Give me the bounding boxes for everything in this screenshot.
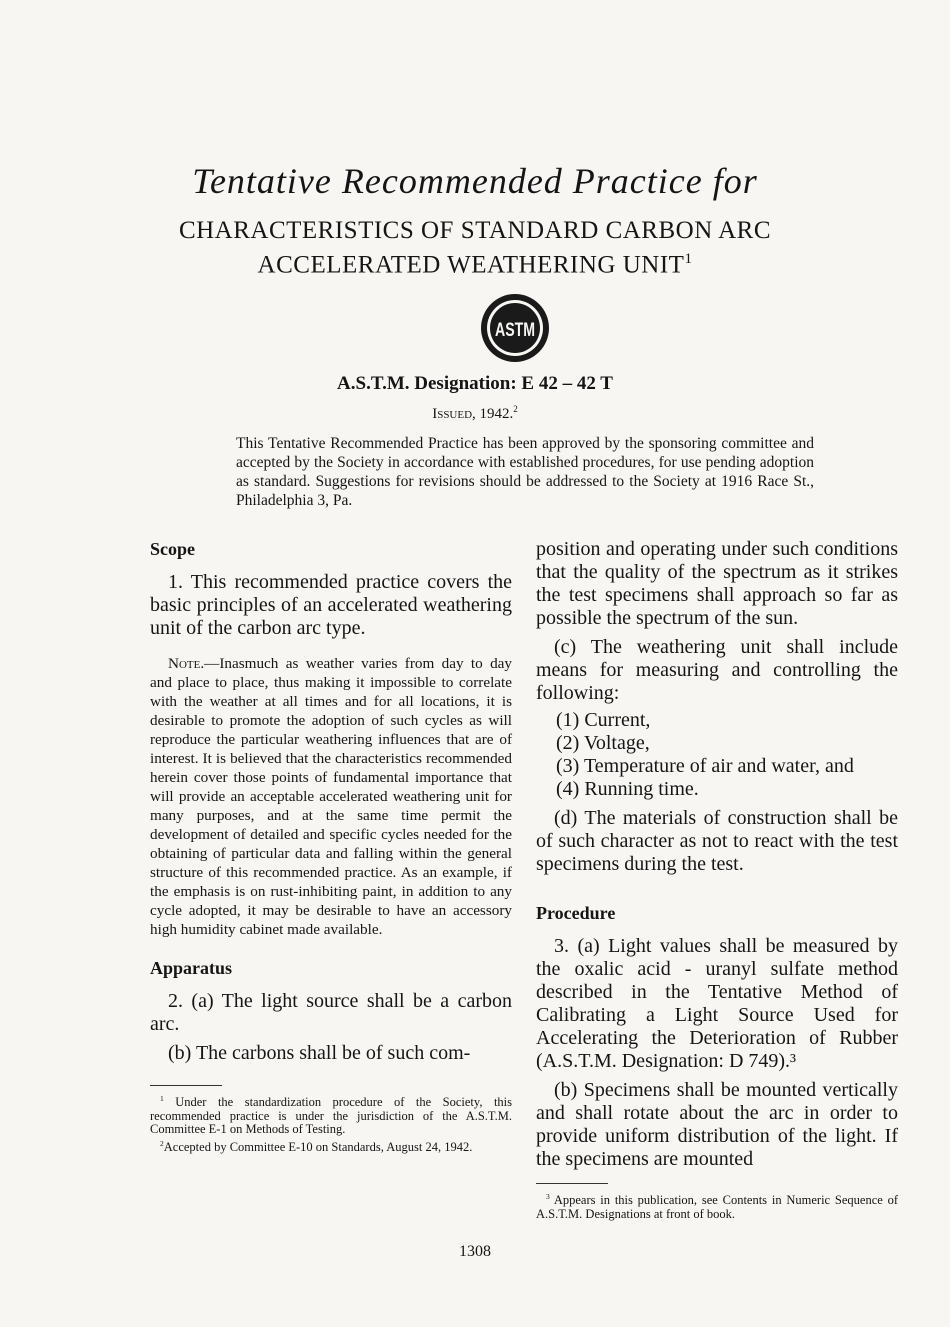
title-line-2: ACCELERATED WEATHERING UNIT$^1$ (257, 251, 693, 279)
apparatus-heading: Apparatus (150, 958, 233, 978)
footnote-ref-1: 1 (684, 251, 693, 267)
footnote-rule (150, 1085, 222, 1086)
paragraph-3a: 3. (a) Light values shall be measured by the oxalic acid - uranyl sulfate method described in the Tentative Method of Calibrating a Light Source Used for Accelerating the Deterioration of Rubber (A.S.T.M. Designation: D 749).³ (536, 935, 898, 1072)
measurement-list (536, 709, 898, 801)
issued-line: Issued, 1942.$^2$ (432, 404, 518, 422)
intro-paragraph: This Tentative Recommended Practice has been approved by the sponsoring committee and accepted by the Society in accordance with established procedures, for use pending adoption as standard. Suggestions for revisions should be addressed to the Society at 1916 Race St., Philadelphia 3, Pa. (236, 435, 814, 509)
footnote-3: $^3$ Appears in this publication, see Contents in Numeric Sequence of A.S.T.M. Designations at front of book. (536, 1192, 898, 1221)
paragraph-2a: 2. (a) The light source shall be a carbon arc. (150, 990, 512, 1035)
right-column (536, 538, 898, 1221)
left-column (150, 538, 512, 1154)
list-item: (4) Running time. (556, 778, 699, 800)
footnote-1: $^1$ Under the standardization procedure of the Society, this recommended practice is under the jurisdiction of the A.S.T.M. Committee E-1 on Methods of Testing. (150, 1094, 513, 1137)
paragraph-c: (c) The weathering unit shall include means for measuring and controlling the following: (536, 636, 898, 704)
footnote-2: $^2$Accepted by Committee E-10 on Standards, August 24, 1942. (160, 1138, 473, 1154)
continued-paragraph: position and operating under such conditions that the quality of the spectrum as it strikes the test specimens shall approach so far as possible the spectrum of the sun. (536, 538, 898, 629)
scope-heading: Scope (150, 539, 195, 559)
title-italic: Tentative Recommended Practice for (192, 161, 758, 201)
page-number: 1308 (459, 1243, 491, 1260)
list-item: (3) Temperature of air and water, and (556, 755, 854, 777)
note-paragraph: Note.—Inasmuch as weather varies from day to day and place to place, thus making it impossible to correlate with the weather at all times and for all locations, it is desirable to promote the adoption of such cycles as will reproduce the particular weathering influences that are of interest. It is believed that the characteristics recommended herein cover those points of fundamental importance that will provide an acceptable accelerated weathering unit for many purposes, and at the same time permit the development of detailed and specific cycles needed for the obtaining of particular data and falling within the general structure of this recommended practice. As an example, if the emphasis is on rust-inhibiting paint, in addition to any cycle adopted, it may be desirable to have an accessory high humidity cabinet made available. (150, 655, 512, 938)
footnote-rule (536, 1183, 608, 1184)
designation: A.S.T.M. Designation: E 42 – 42 T (337, 373, 613, 394)
paragraph-2b: (b) The carbons shall be of such com- (168, 1042, 471, 1064)
scope-paragraph: 1. This recommended practice covers the basic principles of an accelerated weathering unit of the carbon arc type. (150, 571, 512, 639)
list-item: (1) Current, (556, 709, 651, 731)
footnote-ref-2: 2 (513, 404, 518, 414)
title-main (0, 217, 950, 279)
title-line-1: CHARACTERISTICS OF STANDARD CARBON ARC (178, 217, 772, 244)
procedure-heading: Procedure (536, 903, 616, 923)
paragraph-d: (d) The materials of construction shall be of such character as not to react with the test specimens during the test. (536, 807, 898, 875)
paragraph-3b: (b) Specimens shall be mounted vertically and shall rotate about the arc in order to provide uniform distribution of the light. If the specimens are mounted (536, 1079, 898, 1170)
list-item: (2) Voltage, (556, 732, 650, 754)
astm-logo-icon (479, 292, 551, 364)
logo-text: ASTM (495, 320, 535, 341)
